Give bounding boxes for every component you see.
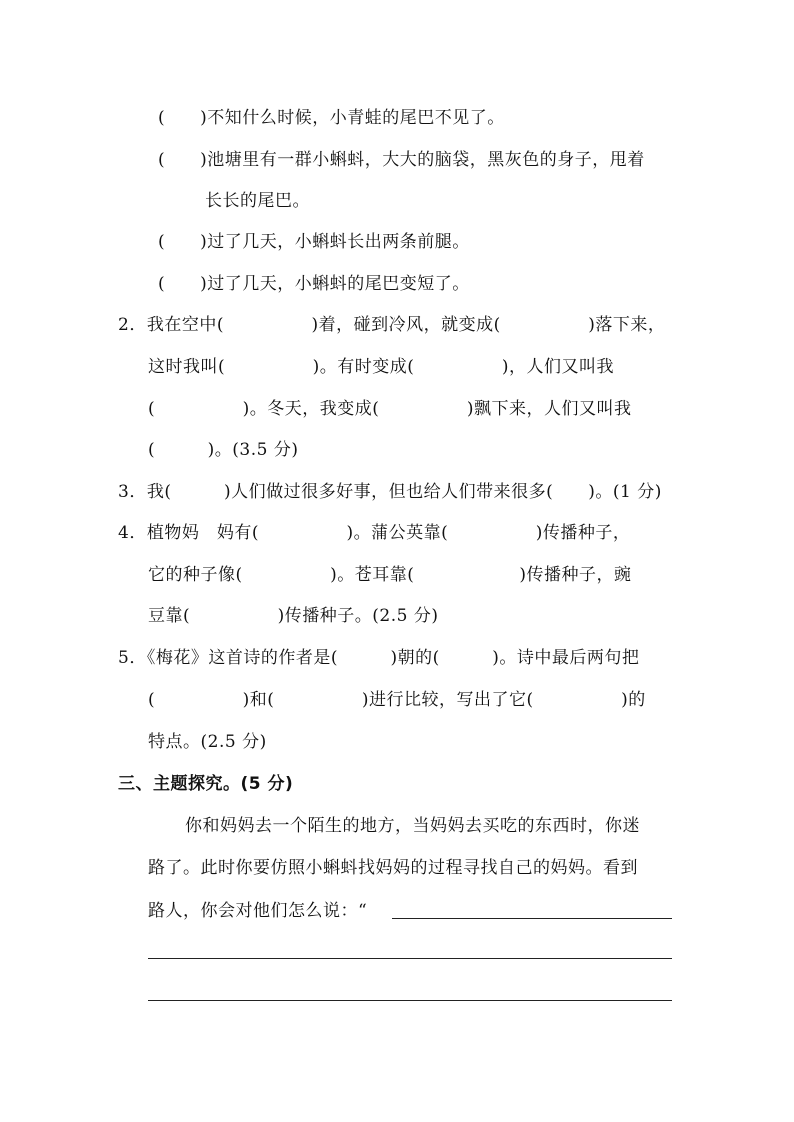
question-2-line-1: 2．我在空中( )着，碰到冷风，就变成( )落下来，	[118, 315, 666, 335]
question-5-line-2: ( )和( )进行比较，写出了它( )的	[148, 690, 646, 710]
question-4-line-3: 豆靠( )传播种子。(2.5 分)	[148, 606, 439, 626]
answer-line-1[interactable]	[392, 918, 672, 919]
section-3-paragraph-line-3: 路人，你会对他们怎么说：“	[148, 901, 368, 921]
ordering-line-1: ( )不知什么时候，小青蛙的尾巴不见了。	[158, 108, 505, 128]
ordering-line-3: ( )过了几天，小蝌蚪长出两条前腿。	[158, 232, 470, 252]
section-3-heading: 三、主题探究。(5 分)	[118, 774, 294, 794]
section-3-paragraph-line-2: 路了。此时你要仿照小蝌蚪找妈妈的过程寻找自己的妈妈。看到	[148, 858, 638, 878]
question-4-line-1: 4．植物妈 妈有( )。蒲公英靠( )传播种子，	[118, 523, 631, 543]
question-3-line-1: 3．我( )人们做过很多好事，但也给人们带来很多( )。(1 分)	[118, 482, 662, 502]
section-3-paragraph-line-1: 你和妈妈去一个陌生的地方，当妈妈去买吃的东西时，你迷	[185, 816, 640, 836]
question-2-line-4: ( )。(3.5 分)	[148, 440, 299, 460]
ordering-line-2-continued: 长长的尾巴。	[205, 191, 310, 211]
answer-line-3[interactable]	[148, 1000, 672, 1001]
answer-line-2[interactable]	[148, 958, 672, 959]
question-5-line-3: 特点。(2.5 分)	[148, 732, 267, 752]
question-2-line-2: 这时我叫( )。有时变成( )，人们又叫我	[148, 357, 615, 377]
question-5-line-1: 5．《梅花》这首诗的作者是( )朝的( )。诗中最后两句把	[118, 648, 640, 668]
question-4-line-2: 它的种子像( )。苍耳靠( )传播种子，豌	[148, 565, 632, 585]
ordering-line-2: ( )池塘里有一群小蝌蚪，大大的脑袋，黑灰色的身子，甩着	[158, 150, 645, 170]
question-2-line-3: ( )。冬天，我变成( )飘下来，人们又叫我	[148, 399, 632, 419]
ordering-line-4: ( )过了几天，小蝌蚪的尾巴变短了。	[158, 274, 470, 294]
